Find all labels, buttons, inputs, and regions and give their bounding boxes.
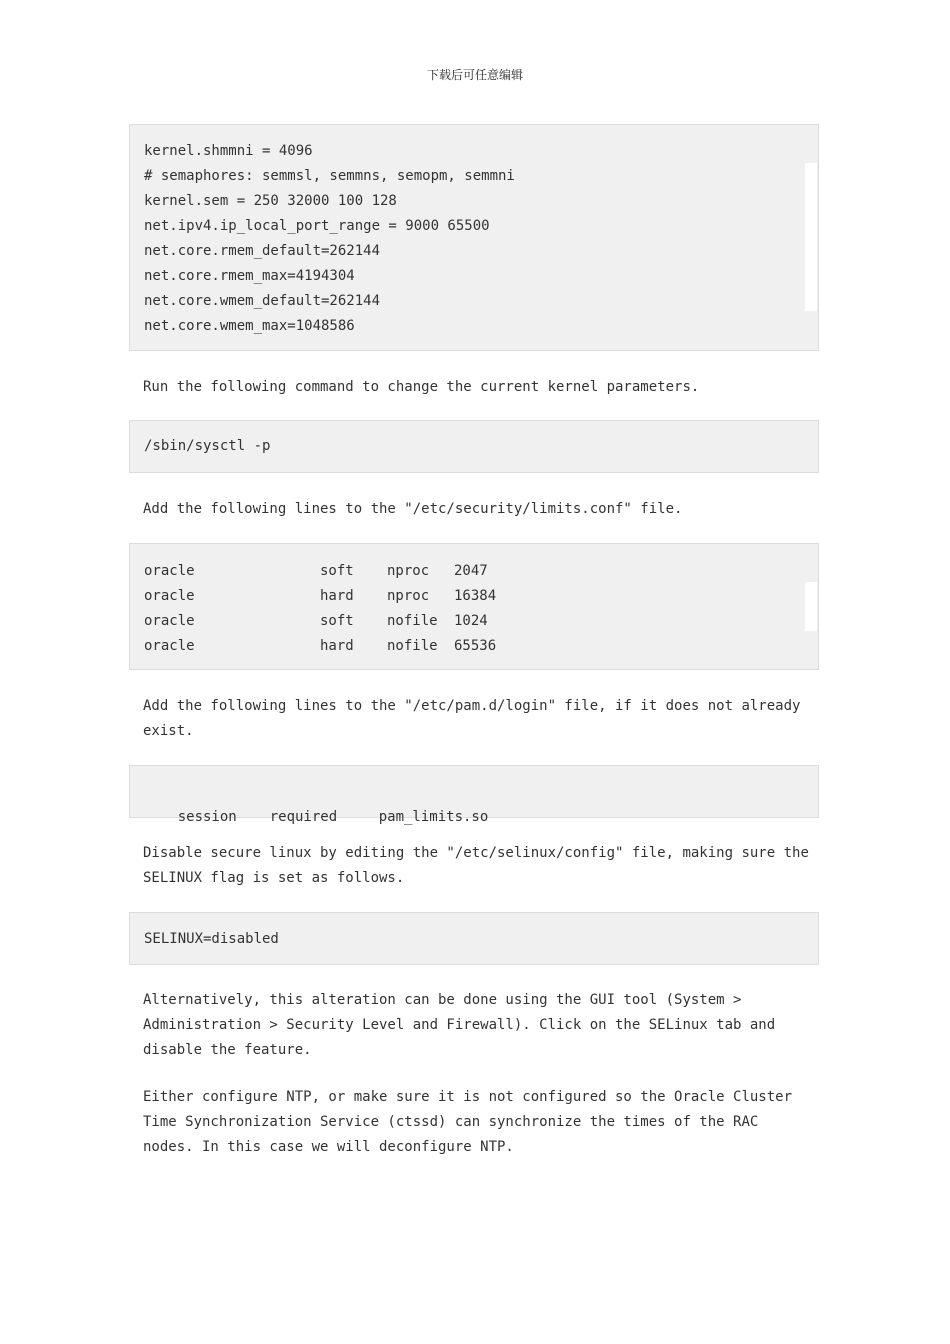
paragraph-alternatively: Alternatively, this alteration can be done using the GUI tool (System > Administration > Security Level and Firewall). Click on the SELinux tab and disable the feature. [143, 992, 776, 1058]
pam-code-block [129, 765, 819, 825]
paragraph-ntp: Either configure NTP, or make sure it is not configured so the Oracle Cluster Time Synchronization Service (ctssd) can synchronize the times of the RAC nodes. In this case we will deconfigure NTP. [143, 1089, 793, 1155]
code-line: net.core.wmem_max=1048586 [144, 318, 355, 334]
code-line: /sbin/sysctl -p [144, 438, 271, 454]
page-header: 下载后可任意编辑 [426, 68, 523, 82]
code-line: net.ipv4.ip_local_port_range = 9000 65500 [144, 218, 490, 234]
code-line: net.core.rmem_default=262144 [144, 243, 381, 259]
code-scrollbar[interactable] [805, 163, 817, 311]
sysctl-command-block [129, 420, 819, 473]
code-line: SELINUX=disabled [144, 931, 279, 947]
code-scrollbar[interactable] [805, 582, 817, 631]
limits-row: oracle soft nproc 2047 [144, 563, 488, 579]
code-line: kernel.shmmni = 4096 [144, 143, 313, 159]
code-line: # semaphores: semmsl, semmns, semopm, semmni [144, 168, 515, 184]
limits-row: oracle hard nproc 16384 [144, 588, 497, 604]
code-line: session required pam_limits.so [177, 809, 489, 825]
sysctl-code-block [129, 124, 819, 351]
paragraph-limits-conf: Add the following lines to the "/etc/security/limits.conf" file. [143, 501, 683, 517]
code-line: net.core.rmem_max=4194304 [144, 268, 355, 284]
code-line: kernel.sem = 250 32000 100 128 [144, 193, 397, 209]
paragraph-run-command: Run the following command to change the current kernel parameters. [143, 379, 700, 395]
limits-row: oracle soft nofile 1024 [144, 613, 488, 629]
limits-row: oracle hard nofile 65536 [144, 638, 497, 654]
selinux-code-block [129, 912, 819, 965]
code-line: net.core.wmem_default=262144 [144, 293, 381, 309]
limits-code-block [129, 543, 819, 670]
paragraph-selinux: Disable secure linux by editing the "/etc/selinux/config" file, making sure the SELINUX flag is set as follows. [143, 845, 809, 886]
paragraph-pam-login: Add the following lines to the "/etc/pam.d/login" file, if it does not already exist. [143, 698, 801, 739]
